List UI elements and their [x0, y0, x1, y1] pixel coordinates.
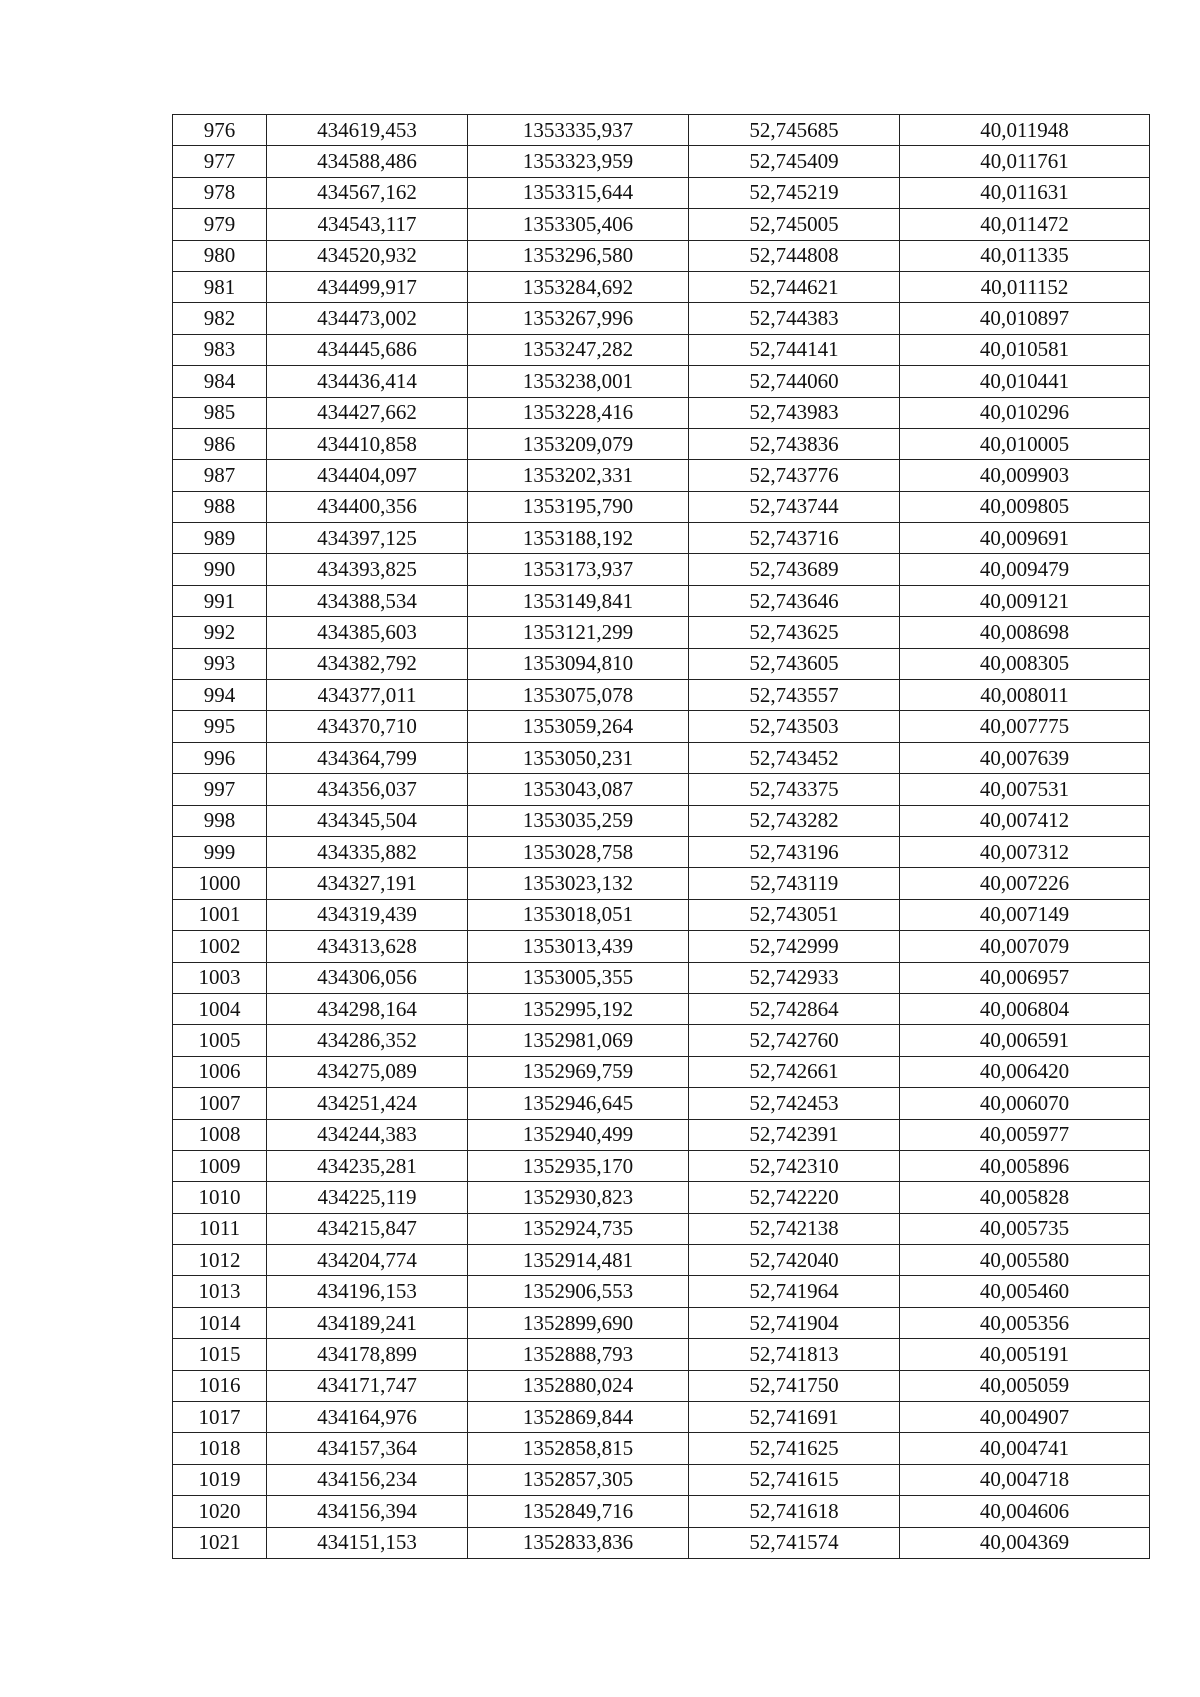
point-number-cell: 999 [173, 836, 267, 867]
point-number-cell: 996 [173, 742, 267, 773]
longitude-cell: 40,007531 [900, 774, 1150, 805]
x-coordinate-cell: 434588,486 [267, 146, 468, 177]
longitude-cell: 40,011472 [900, 209, 1150, 240]
point-number-cell: 1007 [173, 1088, 267, 1119]
y-coordinate-cell: 1353247,282 [468, 334, 689, 365]
y-coordinate-cell: 1353296,580 [468, 240, 689, 271]
y-coordinate-cell: 1353094,810 [468, 648, 689, 679]
x-coordinate-cell: 434436,414 [267, 366, 468, 397]
longitude-cell: 40,006804 [900, 993, 1150, 1024]
longitude-cell: 40,011152 [900, 271, 1150, 302]
x-coordinate-cell: 434543,117 [267, 209, 468, 240]
point-number-cell: 994 [173, 680, 267, 711]
longitude-cell: 40,010581 [900, 334, 1150, 365]
y-coordinate-cell: 1353195,790 [468, 491, 689, 522]
point-number-cell: 1009 [173, 1150, 267, 1181]
point-number-cell: 1010 [173, 1182, 267, 1213]
longitude-cell: 40,007149 [900, 899, 1150, 930]
longitude-cell: 40,011631 [900, 177, 1150, 208]
latitude-cell: 52,743051 [689, 899, 900, 930]
y-coordinate-cell: 1352946,645 [468, 1088, 689, 1119]
latitude-cell: 52,741964 [689, 1276, 900, 1307]
latitude-cell: 52,743983 [689, 397, 900, 428]
x-coordinate-cell: 434306,056 [267, 962, 468, 993]
point-number-cell: 1005 [173, 1025, 267, 1056]
point-number-cell: 1018 [173, 1433, 267, 1464]
latitude-cell: 52,743646 [689, 585, 900, 616]
x-coordinate-cell: 434410,858 [267, 428, 468, 459]
x-coordinate-cell: 434235,281 [267, 1150, 468, 1181]
latitude-cell: 52,742864 [689, 993, 900, 1024]
y-coordinate-cell: 1352880,024 [468, 1370, 689, 1401]
x-coordinate-cell: 434499,917 [267, 271, 468, 302]
point-number-cell: 1016 [173, 1370, 267, 1401]
y-coordinate-cell: 1352833,836 [468, 1527, 689, 1558]
point-number-cell: 997 [173, 774, 267, 805]
table-row [173, 366, 1150, 397]
x-coordinate-cell: 434178,899 [267, 1339, 468, 1370]
latitude-cell: 52,743503 [689, 711, 900, 742]
x-coordinate-cell: 434567,162 [267, 177, 468, 208]
y-coordinate-cell: 1353023,132 [468, 868, 689, 899]
point-number-cell: 980 [173, 240, 267, 271]
latitude-cell: 52,741904 [689, 1307, 900, 1338]
table-row [173, 523, 1150, 554]
latitude-cell: 52,741813 [689, 1339, 900, 1370]
x-coordinate-cell: 434619,453 [267, 115, 468, 146]
y-coordinate-cell: 1352940,499 [468, 1119, 689, 1150]
latitude-cell: 52,744383 [689, 303, 900, 334]
longitude-cell: 40,004606 [900, 1496, 1150, 1527]
x-coordinate-cell: 434313,628 [267, 931, 468, 962]
x-coordinate-cell: 434445,686 [267, 334, 468, 365]
x-coordinate-cell: 434244,383 [267, 1119, 468, 1150]
x-coordinate-cell: 434345,504 [267, 805, 468, 836]
point-number-cell: 1003 [173, 962, 267, 993]
point-number-cell: 981 [173, 271, 267, 302]
x-coordinate-cell: 434204,774 [267, 1245, 468, 1276]
y-coordinate-cell: 1353209,079 [468, 428, 689, 459]
point-number-cell: 1014 [173, 1307, 267, 1338]
longitude-cell: 40,008698 [900, 617, 1150, 648]
point-number-cell: 998 [173, 805, 267, 836]
point-number-cell: 976 [173, 115, 267, 146]
longitude-cell: 40,004907 [900, 1402, 1150, 1433]
point-number-cell: 1001 [173, 899, 267, 930]
latitude-cell: 52,745409 [689, 146, 900, 177]
y-coordinate-cell: 1353323,959 [468, 146, 689, 177]
y-coordinate-cell: 1353267,996 [468, 303, 689, 334]
x-coordinate-cell: 434251,424 [267, 1088, 468, 1119]
point-number-cell: 1012 [173, 1245, 267, 1276]
point-number-cell: 985 [173, 397, 267, 428]
point-number-cell: 987 [173, 460, 267, 491]
latitude-cell: 52,743605 [689, 648, 900, 679]
x-coordinate-cell: 434520,932 [267, 240, 468, 271]
longitude-cell: 40,007639 [900, 742, 1150, 773]
table-row [173, 836, 1150, 867]
x-coordinate-cell: 434385,603 [267, 617, 468, 648]
x-coordinate-cell: 434404,097 [267, 460, 468, 491]
longitude-cell: 40,009903 [900, 460, 1150, 491]
y-coordinate-cell: 1353075,078 [468, 680, 689, 711]
table-row [173, 177, 1150, 208]
y-coordinate-cell: 1353043,087 [468, 774, 689, 805]
y-coordinate-cell: 1353121,299 [468, 617, 689, 648]
latitude-cell: 52,741618 [689, 1496, 900, 1527]
longitude-cell: 40,007226 [900, 868, 1150, 899]
x-coordinate-cell: 434377,011 [267, 680, 468, 711]
latitude-cell: 52,741574 [689, 1527, 900, 1558]
latitude-cell: 52,741750 [689, 1370, 900, 1401]
x-coordinate-cell: 434388,534 [267, 585, 468, 616]
longitude-cell: 40,005735 [900, 1213, 1150, 1244]
latitude-cell: 52,742453 [689, 1088, 900, 1119]
x-coordinate-cell: 434156,234 [267, 1464, 468, 1495]
table-row [173, 1119, 1150, 1150]
table-row [173, 334, 1150, 365]
x-coordinate-cell: 434157,364 [267, 1433, 468, 1464]
latitude-cell: 52,742999 [689, 931, 900, 962]
y-coordinate-cell: 1352924,735 [468, 1213, 689, 1244]
point-number-cell: 1000 [173, 868, 267, 899]
point-number-cell: 1002 [173, 931, 267, 962]
y-coordinate-cell: 1353315,644 [468, 177, 689, 208]
longitude-cell: 40,006591 [900, 1025, 1150, 1056]
y-coordinate-cell: 1352914,481 [468, 1245, 689, 1276]
longitude-cell: 40,006957 [900, 962, 1150, 993]
y-coordinate-cell: 1353028,758 [468, 836, 689, 867]
point-number-cell: 1011 [173, 1213, 267, 1244]
table-row [173, 1527, 1150, 1558]
x-coordinate-cell: 434196,153 [267, 1276, 468, 1307]
latitude-cell: 52,743744 [689, 491, 900, 522]
y-coordinate-cell: 1353005,355 [468, 962, 689, 993]
point-number-cell: 1004 [173, 993, 267, 1024]
longitude-cell: 40,011761 [900, 146, 1150, 177]
y-coordinate-cell: 1353335,937 [468, 115, 689, 146]
table-row [173, 931, 1150, 962]
x-coordinate-cell: 434397,125 [267, 523, 468, 554]
y-coordinate-cell: 1353035,259 [468, 805, 689, 836]
y-coordinate-cell: 1353202,331 [468, 460, 689, 491]
point-number-cell: 986 [173, 428, 267, 459]
table-row [173, 742, 1150, 773]
longitude-cell: 40,004741 [900, 1433, 1150, 1464]
point-number-cell: 978 [173, 177, 267, 208]
longitude-cell: 40,005828 [900, 1182, 1150, 1213]
table-row [173, 209, 1150, 240]
y-coordinate-cell: 1353228,416 [468, 397, 689, 428]
point-number-cell: 1006 [173, 1056, 267, 1087]
table-row [173, 585, 1150, 616]
x-coordinate-cell: 434473,002 [267, 303, 468, 334]
longitude-cell: 40,007775 [900, 711, 1150, 742]
latitude-cell: 52,741691 [689, 1402, 900, 1433]
latitude-cell: 52,742040 [689, 1245, 900, 1276]
y-coordinate-cell: 1353188,192 [468, 523, 689, 554]
table-row [173, 962, 1150, 993]
table-row [173, 428, 1150, 459]
point-number-cell: 984 [173, 366, 267, 397]
latitude-cell: 52,743776 [689, 460, 900, 491]
y-coordinate-cell: 1353173,937 [468, 554, 689, 585]
table-row [173, 115, 1150, 146]
table-row [173, 1276, 1150, 1307]
y-coordinate-cell: 1353284,692 [468, 271, 689, 302]
y-coordinate-cell: 1353238,001 [468, 366, 689, 397]
x-coordinate-cell: 434370,710 [267, 711, 468, 742]
x-coordinate-cell: 434156,394 [267, 1496, 468, 1527]
table-row [173, 303, 1150, 334]
y-coordinate-cell: 1352869,844 [468, 1402, 689, 1433]
x-coordinate-cell: 434364,799 [267, 742, 468, 773]
y-coordinate-cell: 1352857,305 [468, 1464, 689, 1495]
x-coordinate-cell: 434335,882 [267, 836, 468, 867]
y-coordinate-cell: 1352858,815 [468, 1433, 689, 1464]
x-coordinate-cell: 434400,356 [267, 491, 468, 522]
x-coordinate-cell: 434319,439 [267, 899, 468, 930]
table-row [173, 240, 1150, 271]
table-row [173, 1496, 1150, 1527]
latitude-cell: 52,743282 [689, 805, 900, 836]
latitude-cell: 52,741625 [689, 1433, 900, 1464]
x-coordinate-cell: 434393,825 [267, 554, 468, 585]
latitude-cell: 52,743557 [689, 680, 900, 711]
table-row [173, 993, 1150, 1024]
table-row [173, 146, 1150, 177]
longitude-cell: 40,005059 [900, 1370, 1150, 1401]
latitude-cell: 52,742760 [689, 1025, 900, 1056]
x-coordinate-cell: 434215,847 [267, 1213, 468, 1244]
longitude-cell: 40,007412 [900, 805, 1150, 836]
y-coordinate-cell: 1352981,069 [468, 1025, 689, 1056]
latitude-cell: 52,742310 [689, 1150, 900, 1181]
x-coordinate-cell: 434356,037 [267, 774, 468, 805]
longitude-cell: 40,010005 [900, 428, 1150, 459]
y-coordinate-cell: 1353013,439 [468, 931, 689, 962]
longitude-cell: 40,006070 [900, 1088, 1150, 1119]
y-coordinate-cell: 1353050,231 [468, 742, 689, 773]
table-row [173, 397, 1150, 428]
longitude-cell: 40,005977 [900, 1119, 1150, 1150]
longitude-cell: 40,007079 [900, 931, 1150, 962]
longitude-cell: 40,009479 [900, 554, 1150, 585]
table-row [173, 711, 1150, 742]
y-coordinate-cell: 1353018,051 [468, 899, 689, 930]
longitude-cell: 40,011948 [900, 115, 1150, 146]
longitude-cell: 40,009805 [900, 491, 1150, 522]
y-coordinate-cell: 1352899,690 [468, 1307, 689, 1338]
point-number-cell: 990 [173, 554, 267, 585]
coordinates-table-body [173, 115, 1150, 1559]
longitude-cell: 40,010897 [900, 303, 1150, 334]
longitude-cell: 40,009691 [900, 523, 1150, 554]
table-row [173, 1339, 1150, 1370]
table-row [173, 1307, 1150, 1338]
latitude-cell: 52,743452 [689, 742, 900, 773]
latitude-cell: 52,742661 [689, 1056, 900, 1087]
latitude-cell: 52,744621 [689, 271, 900, 302]
longitude-cell: 40,011335 [900, 240, 1150, 271]
table-row [173, 1433, 1150, 1464]
coordinates-table [172, 114, 1150, 1559]
point-number-cell: 1015 [173, 1339, 267, 1370]
table-row [173, 1245, 1150, 1276]
table-row [173, 271, 1150, 302]
x-coordinate-cell: 434286,352 [267, 1025, 468, 1056]
latitude-cell: 52,745685 [689, 115, 900, 146]
x-coordinate-cell: 434427,662 [267, 397, 468, 428]
y-coordinate-cell: 1352935,170 [468, 1150, 689, 1181]
point-number-cell: 988 [173, 491, 267, 522]
latitude-cell: 52,743375 [689, 774, 900, 805]
latitude-cell: 52,741615 [689, 1464, 900, 1495]
x-coordinate-cell: 434275,089 [267, 1056, 468, 1087]
table-row [173, 1025, 1150, 1056]
table-row [173, 491, 1150, 522]
longitude-cell: 40,008011 [900, 680, 1150, 711]
point-number-cell: 979 [173, 209, 267, 240]
point-number-cell: 995 [173, 711, 267, 742]
longitude-cell: 40,005580 [900, 1245, 1150, 1276]
table-row [173, 899, 1150, 930]
point-number-cell: 1020 [173, 1496, 267, 1527]
y-coordinate-cell: 1352930,823 [468, 1182, 689, 1213]
longitude-cell: 40,009121 [900, 585, 1150, 616]
table-row [173, 868, 1150, 899]
longitude-cell: 40,005356 [900, 1307, 1150, 1338]
y-coordinate-cell: 1352849,716 [468, 1496, 689, 1527]
y-coordinate-cell: 1352995,192 [468, 993, 689, 1024]
point-number-cell: 989 [173, 523, 267, 554]
point-number-cell: 1017 [173, 1402, 267, 1433]
point-number-cell: 977 [173, 146, 267, 177]
point-number-cell: 982 [173, 303, 267, 334]
longitude-cell: 40,008305 [900, 648, 1150, 679]
x-coordinate-cell: 434298,164 [267, 993, 468, 1024]
latitude-cell: 52,742138 [689, 1213, 900, 1244]
y-coordinate-cell: 1352969,759 [468, 1056, 689, 1087]
x-coordinate-cell: 434151,153 [267, 1527, 468, 1558]
latitude-cell: 52,743836 [689, 428, 900, 459]
point-number-cell: 1021 [173, 1527, 267, 1558]
point-number-cell: 1008 [173, 1119, 267, 1150]
table-row [173, 774, 1150, 805]
table-row [173, 1056, 1150, 1087]
latitude-cell: 52,743119 [689, 868, 900, 899]
y-coordinate-cell: 1353149,841 [468, 585, 689, 616]
longitude-cell: 40,004369 [900, 1527, 1150, 1558]
x-coordinate-cell: 434164,976 [267, 1402, 468, 1433]
x-coordinate-cell: 434189,241 [267, 1307, 468, 1338]
point-number-cell: 993 [173, 648, 267, 679]
table-row [173, 460, 1150, 491]
table-row [173, 554, 1150, 585]
longitude-cell: 40,004718 [900, 1464, 1150, 1495]
table-row [173, 1370, 1150, 1401]
longitude-cell: 40,005460 [900, 1276, 1150, 1307]
point-number-cell: 1019 [173, 1464, 267, 1495]
y-coordinate-cell: 1353059,264 [468, 711, 689, 742]
table-row [173, 1088, 1150, 1119]
longitude-cell: 40,007312 [900, 836, 1150, 867]
latitude-cell: 52,745005 [689, 209, 900, 240]
table-row [173, 1464, 1150, 1495]
y-coordinate-cell: 1352888,793 [468, 1339, 689, 1370]
latitude-cell: 52,742220 [689, 1182, 900, 1213]
table-row [173, 648, 1150, 679]
latitude-cell: 52,743689 [689, 554, 900, 585]
x-coordinate-cell: 434171,747 [267, 1370, 468, 1401]
latitude-cell: 52,742933 [689, 962, 900, 993]
latitude-cell: 52,744141 [689, 334, 900, 365]
longitude-cell: 40,005191 [900, 1339, 1150, 1370]
table-row [173, 1402, 1150, 1433]
table-row [173, 1213, 1150, 1244]
longitude-cell: 40,010441 [900, 366, 1150, 397]
latitude-cell: 52,744808 [689, 240, 900, 271]
x-coordinate-cell: 434382,792 [267, 648, 468, 679]
x-coordinate-cell: 434225,119 [267, 1182, 468, 1213]
latitude-cell: 52,744060 [689, 366, 900, 397]
point-number-cell: 983 [173, 334, 267, 365]
table-row [173, 1182, 1150, 1213]
latitude-cell: 52,743716 [689, 523, 900, 554]
point-number-cell: 992 [173, 617, 267, 648]
table-row [173, 1150, 1150, 1181]
point-number-cell: 1013 [173, 1276, 267, 1307]
table-row [173, 617, 1150, 648]
y-coordinate-cell: 1353305,406 [468, 209, 689, 240]
latitude-cell: 52,743196 [689, 836, 900, 867]
latitude-cell: 52,743625 [689, 617, 900, 648]
longitude-cell: 40,006420 [900, 1056, 1150, 1087]
table-row [173, 805, 1150, 836]
point-number-cell: 991 [173, 585, 267, 616]
longitude-cell: 40,005896 [900, 1150, 1150, 1181]
table-row [173, 680, 1150, 711]
latitude-cell: 52,742391 [689, 1119, 900, 1150]
latitude-cell: 52,745219 [689, 177, 900, 208]
y-coordinate-cell: 1352906,553 [468, 1276, 689, 1307]
x-coordinate-cell: 434327,191 [267, 868, 468, 899]
longitude-cell: 40,010296 [900, 397, 1150, 428]
